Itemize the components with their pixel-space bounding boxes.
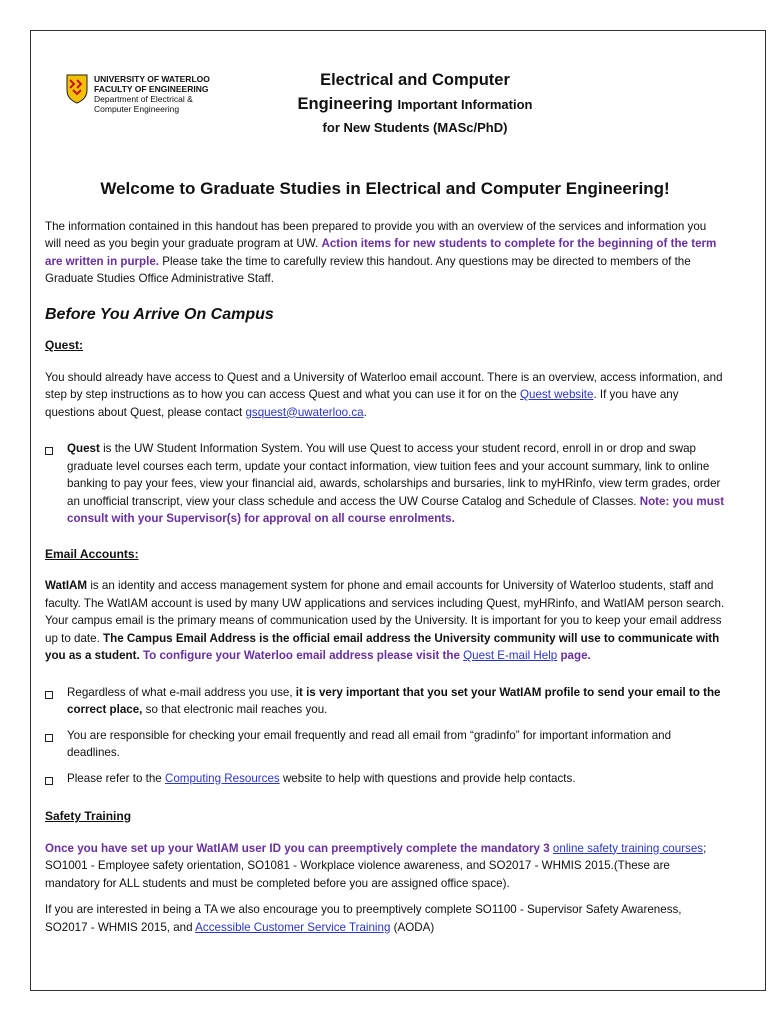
- quest-email-help-link[interactable]: Quest E-mail Help: [463, 649, 558, 662]
- email-bullet-1b: it is very important that you set your WatIAM profile to send your email to the correct place,: [67, 685, 721, 716]
- checkbox-icon: [45, 691, 53, 699]
- safety-ta-text: If you are interested in being a TA we also encourage you to preemptively complete SO1100 - Supervisor Safety Awareness, SO2017 - WHMIS 2015, and: [45, 903, 682, 934]
- checkbox-icon: [45, 734, 53, 742]
- header-line-2b: Important Information: [397, 97, 533, 112]
- safety-text: ; SO1001 - Employee safety orientation, SO1081 - Workplace violence awareness, and SO2017 - WHMIS 2015.(These are mandatory for ALL students and must be completed before you are assigned office space).: [45, 841, 707, 890]
- university-logo: [66, 74, 210, 114]
- intro-paragraph: [45, 218, 725, 288]
- logo-line-3: Department of Electrical &: [94, 94, 193, 104]
- welcome-heading: Welcome to Graduate Studies in Electrical and Computer Engineering!: [100, 179, 670, 198]
- safety-purple-text: Once you have set up your WatIAM user ID you can preemptively complete the mandatory 3: [45, 841, 550, 855]
- computing-resources-link[interactable]: Computing Resources: [164, 771, 280, 785]
- safety-paragraph-1: [45, 840, 725, 893]
- quest-bullet-note: Note: you must consult with your Supervisor(s) for approval on all course enrolments.: [67, 494, 725, 525]
- intro-text-end: Please take the time to carefully review this handout. Any questions may be directed to members of the Graduate Studies Office Administrative Staff.: [45, 254, 691, 285]
- quest-text-3: .: [363, 405, 367, 419]
- quest-bullet-bold: Quest: [67, 442, 100, 455]
- email-bullet-3b: website to help with questions and provide help contacts.: [282, 771, 576, 785]
- email-bullet-1a: Regardless of what e-mail address you use,: [67, 685, 293, 699]
- logo-line-2: FACULTY OF ENGINEERING: [94, 84, 209, 94]
- header-line-1: Electrical and Computer: [320, 71, 510, 89]
- quest-paragraph: [45, 369, 725, 422]
- list-item: [45, 770, 725, 791]
- section-before-arrive: Before You Arrive On Campus: [45, 305, 274, 323]
- safety-paragraph-2: [45, 901, 725, 936]
- gsquest-email-link[interactable]: gsquest@uwaterloo.ca: [245, 405, 364, 419]
- watiam-bold: WatIAM: [45, 579, 88, 592]
- list-item: [45, 727, 725, 762]
- email-paragraph: [45, 577, 725, 665]
- crest-icon: [66, 74, 88, 104]
- safety-heading: Safety Training: [45, 809, 132, 823]
- quest-text: You should already have access to Quest and a University of Waterloo email account. There is an overview, access information, and step by step instructions as to how you can access Quest and what you can use it for on the: [45, 370, 723, 401]
- email-bullet-1c: so that electronic mail reaches you.: [145, 703, 328, 716]
- quest-bullet-text: is the UW Student Information System. You will use Quest to access your student record, enroll in or drop and swap graduate level courses each term, update your contact information, view tuition fees and your account summary, link to online banking to pay your fees, view your financial aid, awards, scholarships and bursaries, link to myHRinfo, view term grades, order an unofficial transcript, view your class schedule and access the UW Course Catalog and Schedule of Classes.: [67, 442, 721, 508]
- email-heading: Email Accounts:: [45, 546, 139, 561]
- header-line-2a: Engineering: [297, 95, 393, 113]
- logo-line-1: UNIVERSITY OF WATERLOO: [94, 74, 210, 84]
- document-header: [250, 68, 580, 139]
- email-page-text: page.: [560, 649, 591, 662]
- intro-text: The information contained in this handout has been prepared to provide you with an overview of the services and information you will need as you begin your graduate program at UW.: [45, 219, 707, 250]
- checkbox-icon: [45, 447, 53, 455]
- email-bullet-3a: Please refer to the: [67, 771, 162, 785]
- email-bullet-2: You are responsible for checking your email frequently and read all email from “gradinfo” for important information and deadlines.: [67, 728, 672, 759]
- quest-heading: Quest:: [45, 338, 84, 352]
- list-item: [45, 440, 725, 528]
- accessible-service-link[interactable]: Accessible Customer Service Training: [195, 920, 391, 934]
- checkbox-icon: [45, 777, 53, 785]
- quest-text-2: . If you have any questions about Quest, please contact: [45, 388, 679, 419]
- intro-action-note: Action items for new students to complete for the beginning of the term are written in purple.: [45, 237, 717, 268]
- safety-aoda-text: (AODA): [393, 920, 435, 934]
- header-line-3: for New Students (MASc/PhD): [322, 120, 508, 135]
- safety-training-link[interactable]: online safety training courses: [552, 841, 704, 855]
- email-official-note: The Campus Email Address is the official email address the University community will use to communicate with you as a student.: [45, 631, 720, 662]
- quest-website-link[interactable]: Quest website: [519, 388, 594, 401]
- list-item: [45, 684, 725, 719]
- email-configure-note: To configure your Waterloo email address please visit the: [142, 649, 460, 662]
- document-body: [45, 180, 725, 945]
- email-text: is an identity and access management system for phone and email accounts for University of Waterloo students, staff and faculty. The WatIAM account is used by many UW applications and services including Quest, myHRinfo, and WatIAM person search. Your campus email is the primary means of communication used by the University. It is important for you to keep your email address up to date.: [45, 579, 725, 645]
- logo-line-4: Computer Engineering: [94, 104, 180, 114]
